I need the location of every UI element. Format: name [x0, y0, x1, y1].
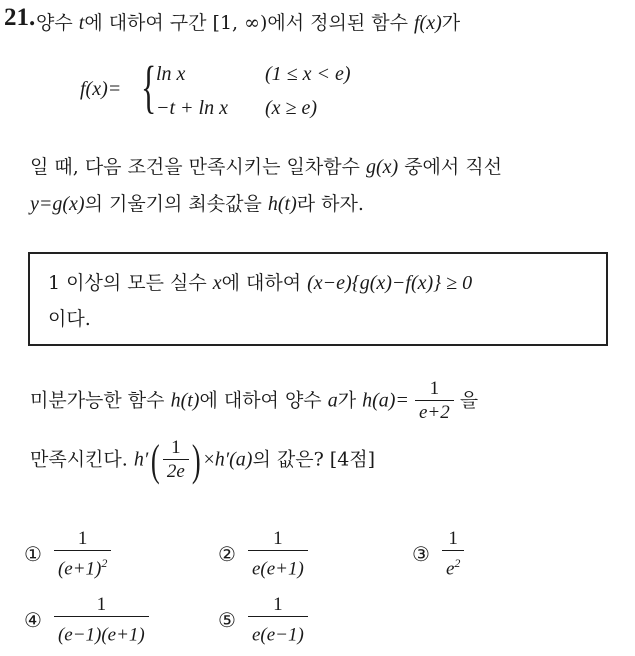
fraction [163, 437, 189, 484]
exponent: 2 [101, 556, 108, 570]
numerator: 1 [96, 594, 107, 615]
variable-a: a [327, 389, 338, 412]
function-f: f(x) [413, 12, 442, 34]
variable-x: x [212, 272, 222, 294]
text: 라 하자. [296, 193, 364, 215]
h-prime-a: h′(a) [214, 448, 253, 471]
left-paren: ( [151, 435, 160, 485]
choice-label: ② [218, 544, 236, 567]
denominator-base: e(e+1) [251, 558, 304, 580]
text: 에 대하여 [221, 272, 308, 294]
denominator-base: e(e−1) [251, 624, 304, 646]
left-brace: { [141, 54, 157, 119]
numerator: 1 [429, 378, 440, 399]
denominator-base: (e+1) [57, 558, 102, 580]
h-of-a: h(a)= [362, 389, 409, 412]
choice-3[interactable] [412, 528, 464, 581]
denominator: e+2 [415, 400, 454, 425]
choice-1[interactable] [24, 528, 111, 581]
choice-fraction [54, 594, 149, 647]
text: 만족시킨다. [30, 448, 134, 471]
text: 가 [337, 389, 363, 412]
denominator [54, 550, 111, 581]
text: 의 기울기의 최솟값을 [84, 193, 268, 215]
fraction [415, 378, 454, 425]
denominator [248, 550, 308, 581]
variable-t: t [78, 12, 85, 34]
function-h: h(t) [267, 193, 297, 215]
question-number: 21. [4, 4, 36, 31]
denominator [54, 616, 149, 647]
ask-line [30, 437, 375, 484]
choice-fraction [442, 528, 464, 581]
choice-label: ⑤ [218, 610, 236, 633]
choice-4[interactable] [24, 594, 149, 647]
h-prime: h′ [133, 448, 149, 471]
denominator [248, 616, 308, 647]
denominator [442, 550, 464, 581]
choice-label: ④ [24, 610, 42, 633]
case2-condition: (x ≥ e) [265, 97, 318, 119]
case1-condition: (1 ≤ x < e) [265, 63, 351, 85]
numerator: 1 [448, 528, 458, 549]
choice-5[interactable] [218, 594, 308, 647]
intro-text: 에 대하여 구간 [1, ∞)에서 정의된 함수 [84, 12, 414, 34]
exponent: 2 [454, 556, 461, 570]
text: 을 [459, 389, 479, 412]
function-lhs: f(x)= [80, 78, 122, 100]
line-equation: y=g(x) [30, 193, 85, 215]
case2-expression: −t + ln x [156, 97, 228, 119]
choice-label: ③ [412, 544, 430, 567]
text: 일 때, 다음 조건을 만족시키는 일차함수 [30, 156, 366, 178]
choice-label: ① [24, 544, 42, 567]
text: 미분가능한 함수 [30, 389, 171, 412]
box-line-1 [48, 268, 472, 295]
function-g: g(x) [365, 156, 399, 178]
right-paren: ) [191, 435, 201, 485]
condition-line-1 [30, 152, 502, 179]
times-sign: × [203, 448, 215, 471]
choice-fraction [54, 528, 111, 581]
denominator-base: (e−1)(e+1) [57, 624, 145, 646]
text: 중에서 직선 [398, 156, 503, 178]
box-line-2: 이다. [48, 308, 91, 330]
denominator-base: e [445, 558, 455, 580]
numerator: 1 [171, 437, 181, 458]
numerator: 1 [77, 528, 88, 549]
text: 의 값은? [4점] [252, 448, 376, 471]
numerator: 1 [273, 528, 283, 549]
condition-line-2 [30, 189, 364, 216]
case1-expression: ln x [156, 63, 186, 85]
numerator: 1 [273, 594, 283, 615]
intro-text: 양수 [36, 12, 79, 34]
intro-text: 가 [441, 12, 461, 34]
choice-fraction [248, 594, 308, 647]
condition-box [28, 252, 608, 346]
question-intro [36, 8, 460, 35]
denominator: 2e [163, 459, 189, 484]
inequality: (x−e){g(x)−f(x)} ≥ 0 [307, 272, 473, 294]
differentiable-line [30, 378, 478, 425]
function-h: h(t) [170, 389, 200, 412]
choice-fraction [248, 528, 308, 581]
text: 에 대하여 양수 [199, 389, 328, 412]
text: 1 이상의 모든 실수 [48, 272, 213, 294]
choice-2[interactable] [218, 528, 308, 581]
